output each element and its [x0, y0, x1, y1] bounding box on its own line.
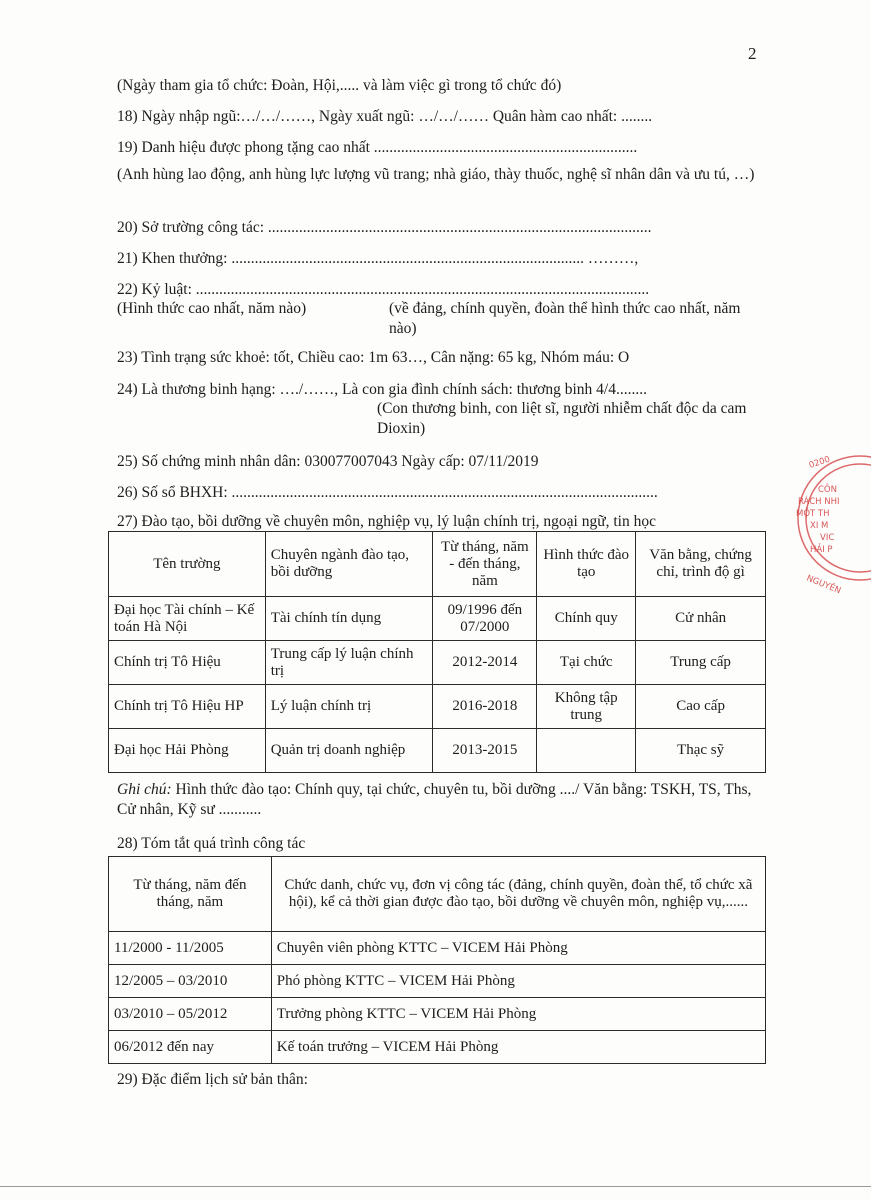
- svg-text:XI M: XI M: [810, 521, 829, 531]
- table-header-row: [109, 532, 766, 597]
- note-label: Ghi chú:: [117, 781, 172, 798]
- column-header: Chuyên ngành đào tạo, bồi dưỡng: [265, 532, 433, 597]
- period-cell: 11/2000 - 11/2005: [109, 932, 272, 965]
- school-cell: Đại học Hải Phòng: [109, 729, 266, 773]
- school-cell: Chính trị Tô Hiệu: [109, 641, 266, 685]
- page-number: 2: [748, 44, 757, 63]
- major-cell: Trung cấp lý luận chính trị: [265, 641, 433, 685]
- mode-cell: Tại chức: [537, 641, 636, 685]
- svg-text:MỘT TH: MỘT TH: [796, 509, 830, 519]
- svg-text:NGUYÊN: NGUYÊN: [804, 573, 843, 596]
- mode-cell: [537, 729, 636, 773]
- table-row: [109, 597, 766, 641]
- column-header: Tên trường: [109, 532, 266, 597]
- svg-text:RÁCH NHI: RÁCH NHI: [798, 497, 840, 507]
- period-cell: 2016-2018: [433, 685, 537, 729]
- personal-history-heading: 29) Đặc điểm lịch sử bản thân:: [117, 1071, 308, 1088]
- work-strength-line: 20) Sở trường công tác: ...................................................................................................: [117, 219, 652, 236]
- major-cell: Quản trị doanh nghiệp: [265, 729, 433, 773]
- awards-line: 21) Khen thưởng: ........................................................................................... ………,: [117, 250, 639, 267]
- position-cell: Chuyên viên phòng KTTC – VICEM Hải Phòng: [271, 932, 765, 965]
- position-cell: Phó phòng KTTC – VICEM Hải Phòng: [271, 965, 765, 998]
- degree-cell: Cử nhân: [636, 597, 766, 641]
- svg-text:0200: 0200: [807, 454, 832, 471]
- column-header: Hình thức đào tạo: [537, 532, 636, 597]
- war-invalid-line: 24) Là thương binh hạng: …./……, Là con gia đình chính sách: thương binh 4/4........: [117, 381, 647, 398]
- page-bottom-edge: [0, 1186, 871, 1187]
- table-row: [109, 641, 766, 685]
- training-heading: 27) Đào tạo, bồi dưỡng về chuyên môn, nghiệp vụ, lý luận chính trị, ngoại ngữ, tin học: [117, 513, 656, 530]
- training-note: [117, 780, 767, 820]
- table-row: [109, 932, 766, 965]
- school-cell: Chính trị Tô Hiệu HP: [109, 685, 266, 729]
- period-cell: 09/1996 đến 07/2000: [433, 597, 537, 641]
- svg-text:VIC: VIC: [820, 533, 835, 543]
- social-insurance-line: 26) Số sổ BHXH: ..............................................................................................................: [117, 484, 658, 501]
- health-line: 23) Tình trạng sức khoẻ: tốt, Chiều cao: 1m 63…, Cân nặng: 65 kg, Nhóm máu: O: [117, 349, 630, 366]
- period-cell: 2012-2014: [433, 641, 537, 685]
- column-header: Từ tháng, năm đến tháng, năm: [109, 857, 272, 932]
- discipline-note-right: (về đảng, chính quyền, đoàn thể hình thức cao nhất, năm nào): [389, 300, 741, 337]
- training-table: [108, 531, 766, 773]
- mode-cell: Chính quy: [537, 597, 636, 641]
- table-row: [109, 729, 766, 773]
- svg-text:HẢI P: HẢI P: [810, 545, 833, 555]
- work-history-table: [108, 856, 766, 1064]
- id-card-line: 25) Số chứng minh nhân dân: 030077007043 Ngày cấp: 07/11/2019: [117, 453, 539, 470]
- major-cell: Lý luận chính trị: [265, 685, 433, 729]
- org-participation-note: (Ngày tham gia tổ chức: Đoàn, Hội,..... và làm việc gì trong tổ chức đó): [117, 77, 562, 94]
- table-row: [109, 1031, 766, 1064]
- svg-text:CÔN: CÔN: [818, 485, 837, 495]
- column-header: Từ tháng, năm - đến tháng, năm: [433, 532, 537, 597]
- discipline-line: 22) Kỷ luật: .....................................................................................................................: [117, 281, 650, 298]
- column-header: Văn bằng, chứng chỉ, trình độ gì: [636, 532, 766, 597]
- policy-family-note: (Con thương binh, con liệt sĩ, người nhiễm chất độc da cam Dioxin): [377, 400, 747, 437]
- table-row: [109, 998, 766, 1031]
- school-cell: Đại học Tài chính – Kế toán Hà Nội: [109, 597, 266, 641]
- position-cell: Kế toán trưởng – VICEM Hải Phòng: [271, 1031, 765, 1064]
- degree-cell: Trung cấp: [636, 641, 766, 685]
- work-history-heading: 28) Tóm tắt quá trình công tác: [117, 835, 306, 852]
- period-cell: 03/2010 – 05/2012: [109, 998, 272, 1031]
- degree-cell: Cao cấp: [636, 685, 766, 729]
- table-header-row: [109, 857, 766, 932]
- period-cell: 06/2012 đến nay: [109, 1031, 272, 1064]
- table-row: [109, 965, 766, 998]
- highest-title-line: 19) Danh hiệu được phong tặng cao nhất ....................................................................: [117, 139, 638, 156]
- degree-cell: Thạc sỹ: [636, 729, 766, 773]
- highest-title-note: (Anh hùng lao động, anh hùng lực lượng vũ trang; nhà giáo, thày thuốc, nghệ sĩ nhân dân và ưu tú, …): [117, 166, 755, 183]
- position-cell: Trưởng phòng KTTC – VICEM Hải Phòng: [271, 998, 765, 1031]
- red-seal-stamp: [790, 446, 871, 596]
- period-cell: 12/2005 – 03/2010: [109, 965, 272, 998]
- military-service-line: 18) Ngày nhập ngũ:…/…/……, Ngày xuất ngũ: …/…/…… Quân hàm cao nhất: ........: [117, 108, 653, 125]
- discipline-note-left: (Hình thức cao nhất, năm nào): [117, 300, 307, 317]
- table-row: [109, 685, 766, 729]
- major-cell: Tài chính tín dụng: [265, 597, 433, 641]
- period-cell: 2013-2015: [433, 729, 537, 773]
- column-header: Chức danh, chức vụ, đơn vị công tác (đảng, chính quyền, đoàn thể, tổ chức xã hội), kể cả thời gian được đào tạo, bồi dưỡng về chuyên môn, nghiệp vụ,......: [271, 857, 765, 932]
- note-text: Hình thức đào tạo: Chính quy, tại chức, chuyên tu, bồi dưỡng ..../ Văn bằng: TSKH, TS, Ths, Cử nhân, Kỹ sư ...........: [117, 781, 752, 818]
- mode-cell: Không tập trung: [537, 685, 636, 729]
